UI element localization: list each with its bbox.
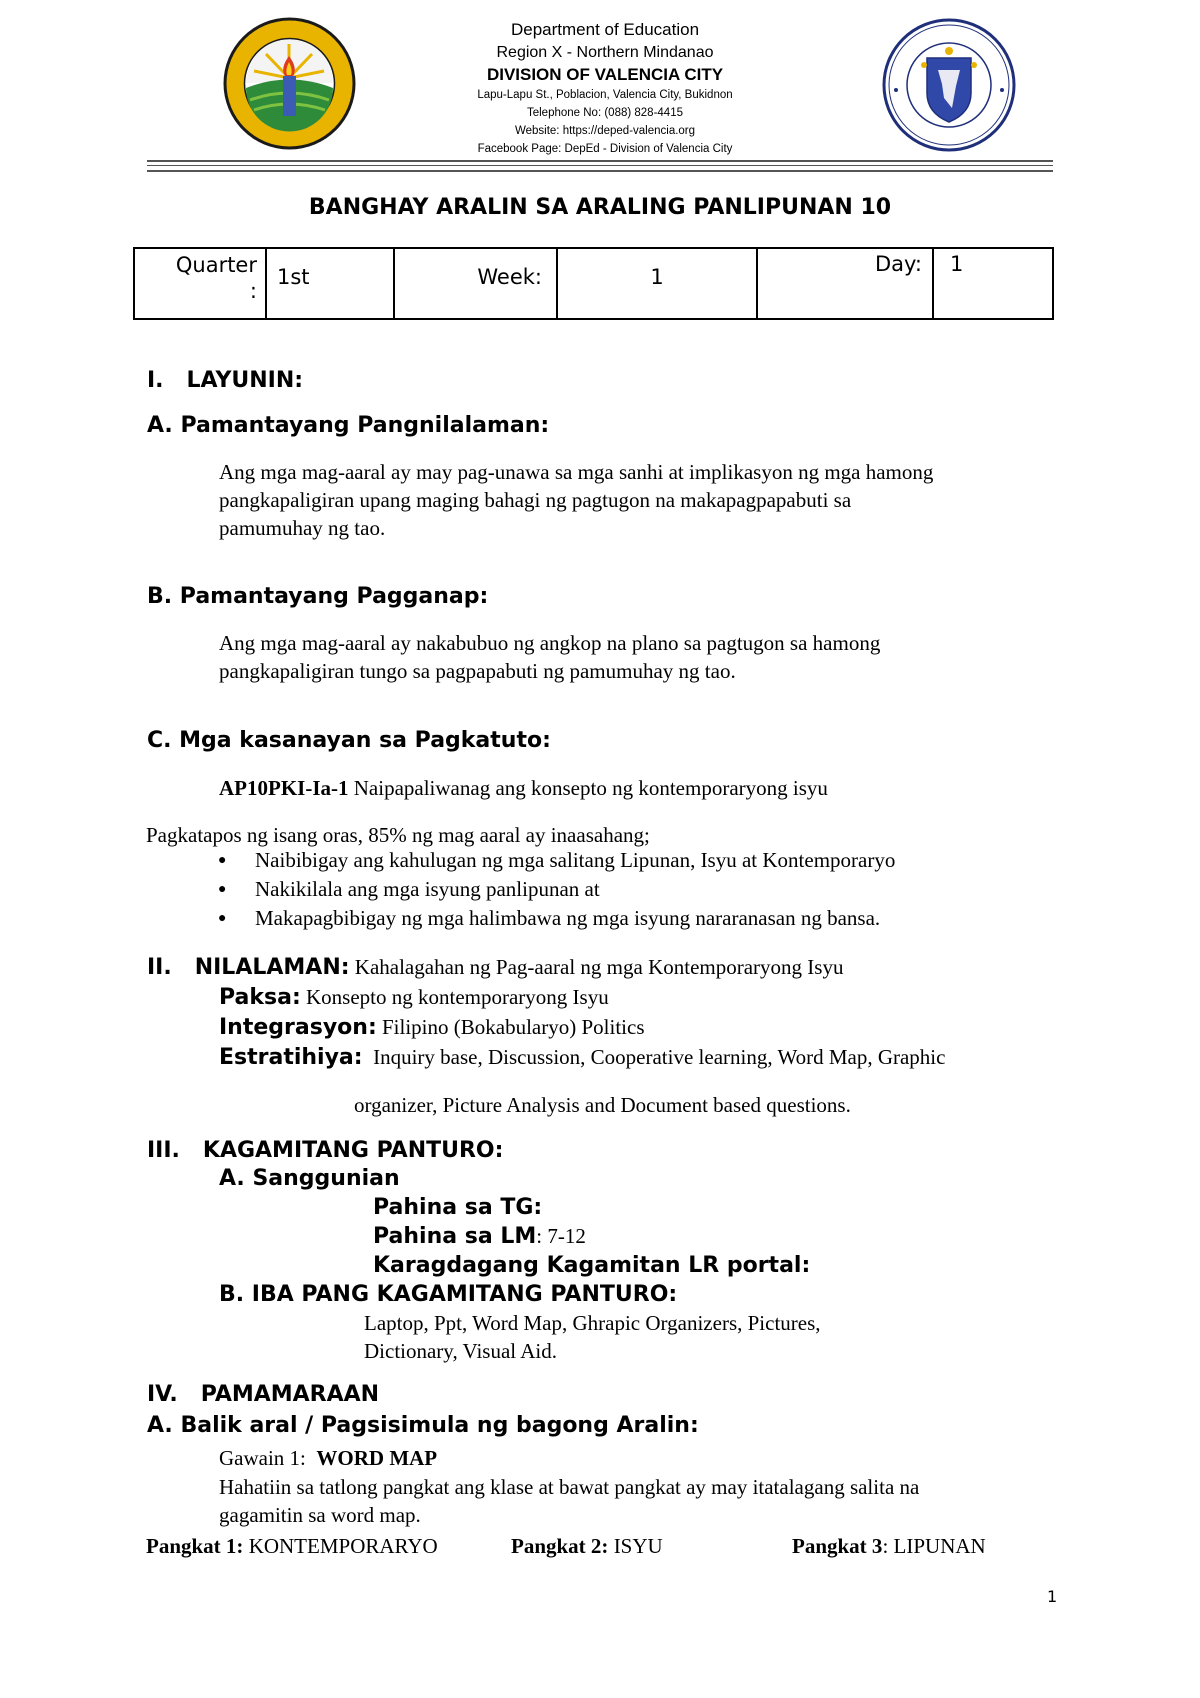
integrasyon-line bbox=[219, 1015, 645, 1040]
division-name: DIVISION OF VALENCIA CITY bbox=[486, 65, 724, 84]
objectives-intro: Pagkatapos ng isang oras, 85% ng mag aaral ay inaasahang; bbox=[146, 823, 650, 847]
week-value: 1 bbox=[650, 265, 664, 289]
text-line: gagamitin sa word map. bbox=[219, 1503, 421, 1527]
day-value-cell bbox=[933, 248, 1053, 319]
gawain-line bbox=[219, 1444, 437, 1472]
bullet-dot: ● bbox=[218, 911, 227, 926]
objective-item: Naibibigay ang kahulugan ng mga salitang Lipunan, Isyu at Kontemporaryo bbox=[255, 848, 896, 872]
competency-code: AP10PKI-Ia-1 bbox=[219, 776, 349, 800]
competency-text: Naipapaliwanag ang konsepto ng kontemporaryong isyu bbox=[348, 776, 828, 800]
quarter-value: 1st bbox=[277, 265, 310, 289]
competency-line bbox=[219, 774, 828, 802]
text-line: Laptop, Ppt, Word Map, Ghrapic Organizers, Pictures, bbox=[364, 1311, 821, 1335]
section-1b-heading: B. Pamantayang Pagganap: bbox=[147, 584, 489, 609]
lm-pages: : 7-12 bbox=[536, 1224, 586, 1248]
lesson-info-table bbox=[133, 247, 1054, 320]
text-line: Ang mga mag-aaral ay nakabubuo ng angkop na plano sa pagtugon sa hamong bbox=[219, 631, 881, 655]
day-label: Day: bbox=[874, 252, 922, 276]
header-rule-top bbox=[147, 160, 1053, 162]
header-rule-middle bbox=[147, 165, 1053, 166]
section-1c-heading: C. Mga kasanayan sa Pagkatuto: bbox=[147, 728, 551, 753]
section-3-heading: III. KAGAMITANG PANTURO: bbox=[147, 1138, 504, 1163]
day-value: 1 bbox=[950, 252, 964, 276]
section-4a-heading: A. Balik aral / Pagsisimula ng bagong Aralin: bbox=[147, 1413, 699, 1438]
section-1-heading: I. LAYUNIN: bbox=[147, 368, 304, 393]
group-2 bbox=[511, 1532, 663, 1560]
bullet-dot: ● bbox=[218, 882, 227, 897]
integrasyon-value: Filipino (Bokabularyo) Politics bbox=[376, 1015, 645, 1039]
text-line: pangkapaligiran tungo sa pagpapabuti ng pamumuhay ng tao. bbox=[219, 659, 736, 683]
section-1a-body bbox=[219, 458, 1099, 542]
department-name: Department of Education bbox=[510, 20, 700, 39]
group-label: Pangkat 3 bbox=[792, 1534, 883, 1558]
text-line: pamumuhay ng tao. bbox=[219, 516, 386, 540]
section-2-heading-line bbox=[147, 955, 843, 980]
group-label: Pangkat 1: bbox=[146, 1534, 244, 1558]
estratihiya-line bbox=[219, 1045, 945, 1070]
gawain-instructions bbox=[219, 1473, 1099, 1529]
objective-item: Makapagbibigay ng mga halimbawa ng mga isyung nararanasan ng bansa. bbox=[255, 906, 881, 930]
gawain-title: WORD MAP bbox=[316, 1446, 438, 1470]
group-word: ISYU bbox=[608, 1534, 663, 1558]
page-title: BANGHAY ARALIN SA ARALING PANLIPUNAN 10 bbox=[308, 195, 892, 220]
header-rule-bottom bbox=[147, 170, 1053, 172]
gawain-label: Gawain 1: bbox=[219, 1446, 317, 1470]
week-label: Week: bbox=[477, 265, 542, 289]
paksa-label: Paksa: bbox=[219, 985, 301, 1010]
letterhead bbox=[455, 18, 755, 158]
quarter-value-cell bbox=[266, 248, 394, 319]
text-line: pangkapaligiran upang maging bahagi ng pagtugon na makapagpapabuti sa bbox=[219, 488, 852, 512]
tg-label: Pahina sa TG: bbox=[373, 1195, 543, 1220]
division-facebook: Facebook Page: DepEd - Division of Valencia City bbox=[477, 143, 733, 155]
paksa-value: Konsepto ng kontemporaryong Isyu bbox=[300, 985, 609, 1009]
text-line: Hahatiin sa tatlong pangkat ang klase at bawat pangkat ay may itatalagang salita na bbox=[219, 1475, 920, 1499]
quarter-label-cell bbox=[134, 248, 266, 319]
deped-division-seal bbox=[222, 16, 357, 151]
division-address: Lapu-Lapu St., Poblacion, Valencia City, Bukidnon bbox=[477, 89, 733, 101]
objective-item: Nakikilala ang mga isyung panlipunan at bbox=[255, 877, 600, 901]
quarter-label-colon: : bbox=[249, 279, 257, 303]
estratihiya-continuation: organizer, Picture Analysis and Document based questions. bbox=[354, 1093, 851, 1117]
text-line: Ang mga mag-aaral ay may pag-unawa sa mga sanhi at implikasyon ng mga hamong bbox=[219, 460, 934, 484]
section-2-heading: II. NILALAMAN: bbox=[147, 955, 350, 980]
division-telephone: Telephone No: (088) 828-4415 bbox=[526, 107, 683, 119]
week-value-cell bbox=[557, 248, 757, 319]
estratihiya-value: Inquiry base, Discussion, Cooperative learning, Word Map, Graphic bbox=[362, 1045, 946, 1069]
group-label: Pangkat 2: bbox=[511, 1534, 609, 1558]
bullet-dot: ● bbox=[218, 853, 227, 868]
text-line: Dictionary, Visual Aid. bbox=[364, 1339, 557, 1363]
section-1a-heading: A. Pamantayang Pangnilalaman: bbox=[147, 413, 550, 438]
estratihiya-label: Estratihiya: bbox=[219, 1045, 363, 1070]
integrasyon-label: Integrasyon: bbox=[219, 1015, 377, 1040]
page-number: 1 bbox=[1047, 1587, 1058, 1606]
day-label-cell bbox=[757, 248, 933, 319]
group-word: KONTEMPORARYO bbox=[243, 1534, 438, 1558]
section-4-heading: IV. PAMAMARAAN bbox=[147, 1382, 380, 1407]
group-1 bbox=[146, 1532, 438, 1560]
week-label-cell bbox=[394, 248, 557, 319]
section-3a-heading: A. Sanggunian bbox=[219, 1166, 400, 1191]
group-word: : LIPUNAN bbox=[882, 1534, 986, 1558]
lr-portal-label: Karagdagang Kagamitan LR portal: bbox=[373, 1253, 811, 1278]
materials-list bbox=[364, 1309, 821, 1365]
section-1b-body bbox=[219, 629, 1099, 685]
group-3 bbox=[792, 1532, 986, 1560]
lm-line bbox=[373, 1224, 586, 1249]
division-website: Website: https://deped-valencia.org bbox=[514, 125, 696, 137]
region-name: Region X - Northern Mindanao bbox=[496, 44, 714, 61]
deped-national-seal bbox=[882, 18, 1016, 152]
lm-label: Pahina sa LM bbox=[373, 1224, 537, 1249]
paksa-line bbox=[219, 985, 609, 1010]
section-2-topic: Kahalagahan ng Pag-aaral ng mga Kontemporaryong Isyu bbox=[349, 955, 844, 979]
section-3b-heading: B. IBA PANG KAGAMITANG PANTURO: bbox=[219, 1282, 678, 1307]
quarter-label: Quarter bbox=[175, 253, 257, 277]
